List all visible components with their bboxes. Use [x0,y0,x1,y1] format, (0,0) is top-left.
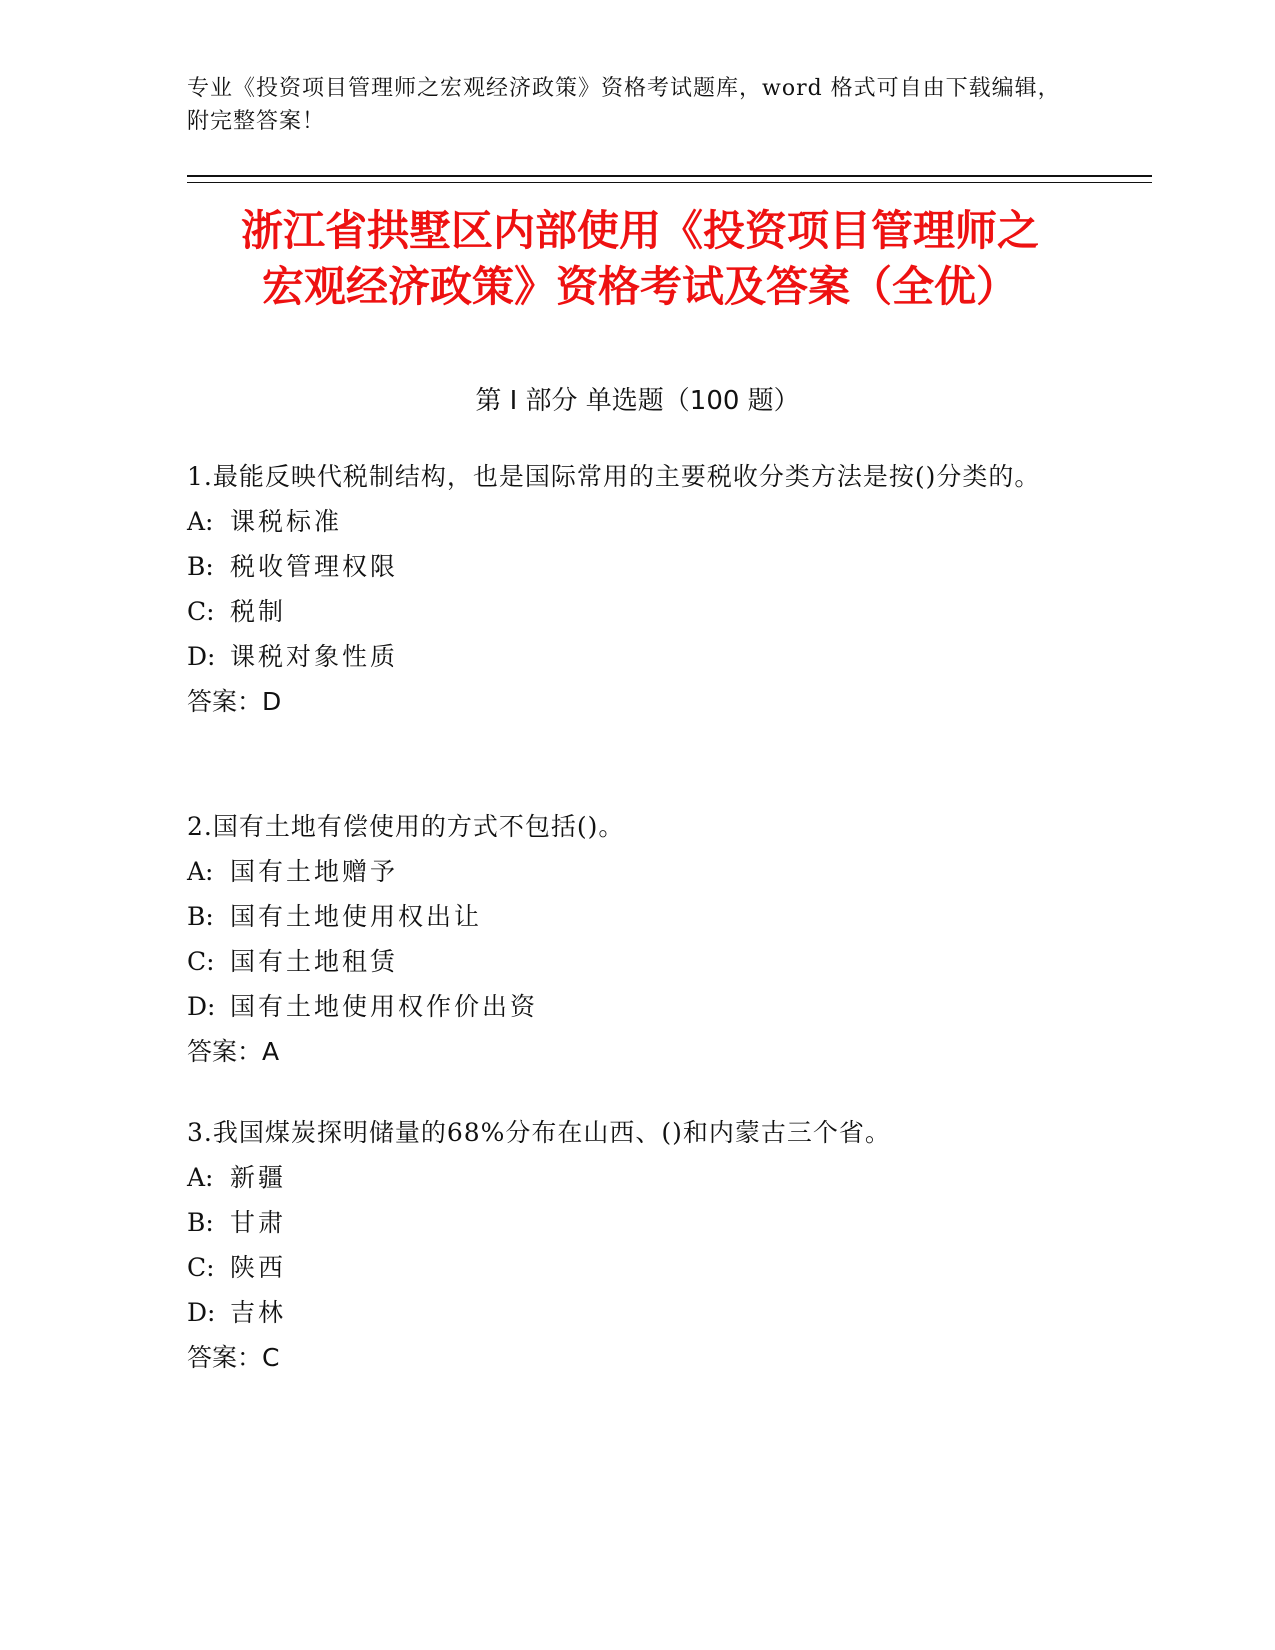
answer: 答案：A [187,1037,280,1066]
option-text: 吉林 [230,1298,287,1327]
document-title-line-2: 宏观经济政策》资格考试及答案（全优） [261,262,1018,311]
answer: 答案：C [187,1343,280,1372]
option-letter: A: [187,507,214,536]
option-letter: B: [187,552,214,581]
option-letter: B: [187,1208,214,1237]
option-d [187,1290,1067,1335]
section-heading: 第 I 部分 单选题（100 题） [475,386,800,416]
option-text: 国有土地使用权作价出资 [230,992,539,1021]
option-text: 课税对象性质 [230,642,399,671]
option-letter: D: [187,1298,216,1327]
document-title-line-1: 浙江省拱墅区内部使用《投资项目管理师之 [240,206,1039,255]
option-letter: A: [187,1163,214,1192]
question-1 [187,454,1067,724]
option-c [187,939,1067,984]
document-title [190,203,1090,315]
option-text: 国有土地租赁 [230,947,399,976]
option-c [187,1245,1067,1290]
option-letter: C: [187,947,215,976]
option-text: 税制 [230,597,287,626]
option-text: 新疆 [230,1163,287,1192]
option-text: 税收管理权限 [230,552,399,581]
option-a [187,499,1067,544]
option-text: 课税标准 [230,507,343,536]
option-letter: A: [187,857,214,886]
header-note: 专业《投资项目管理师之宏观经济政策》资格考试题库，word 格式可自由下载编辑，附完整答案！ [187,76,1061,134]
question-stem: 2.国有土地有偿使用的方式不包括()。 [187,812,625,841]
option-d [187,634,1067,679]
option-text: 国有土地使用权出让 [230,902,483,931]
option-letter: C: [187,597,215,626]
option-letter: B: [187,902,214,931]
question-3 [187,1110,1067,1380]
question-stem: 1.最能反映代税制结构，也是国际常用的主要税收分类方法是按()分类的。 [187,462,1041,491]
option-b [187,544,1067,589]
option-text: 甘肃 [230,1208,287,1237]
option-d [187,984,1067,1029]
option-a [187,849,1067,894]
header-divider-thin [187,182,1152,183]
option-b [187,1200,1067,1245]
question-stem: 3.我国煤炭探明储量的68%分布在山西、()和内蒙古三个省。 [187,1118,891,1147]
option-c [187,589,1067,634]
option-letter: D: [187,992,216,1021]
option-text: 国有土地赠予 [230,857,399,886]
option-letter: C: [187,1253,215,1282]
option-letter: D: [187,642,216,671]
option-a [187,1155,1067,1200]
question-2 [187,804,1067,1074]
header-divider-thick [187,175,1152,177]
option-b [187,894,1067,939]
answer: 答案：D [187,687,282,716]
option-text: 陕西 [230,1253,287,1282]
